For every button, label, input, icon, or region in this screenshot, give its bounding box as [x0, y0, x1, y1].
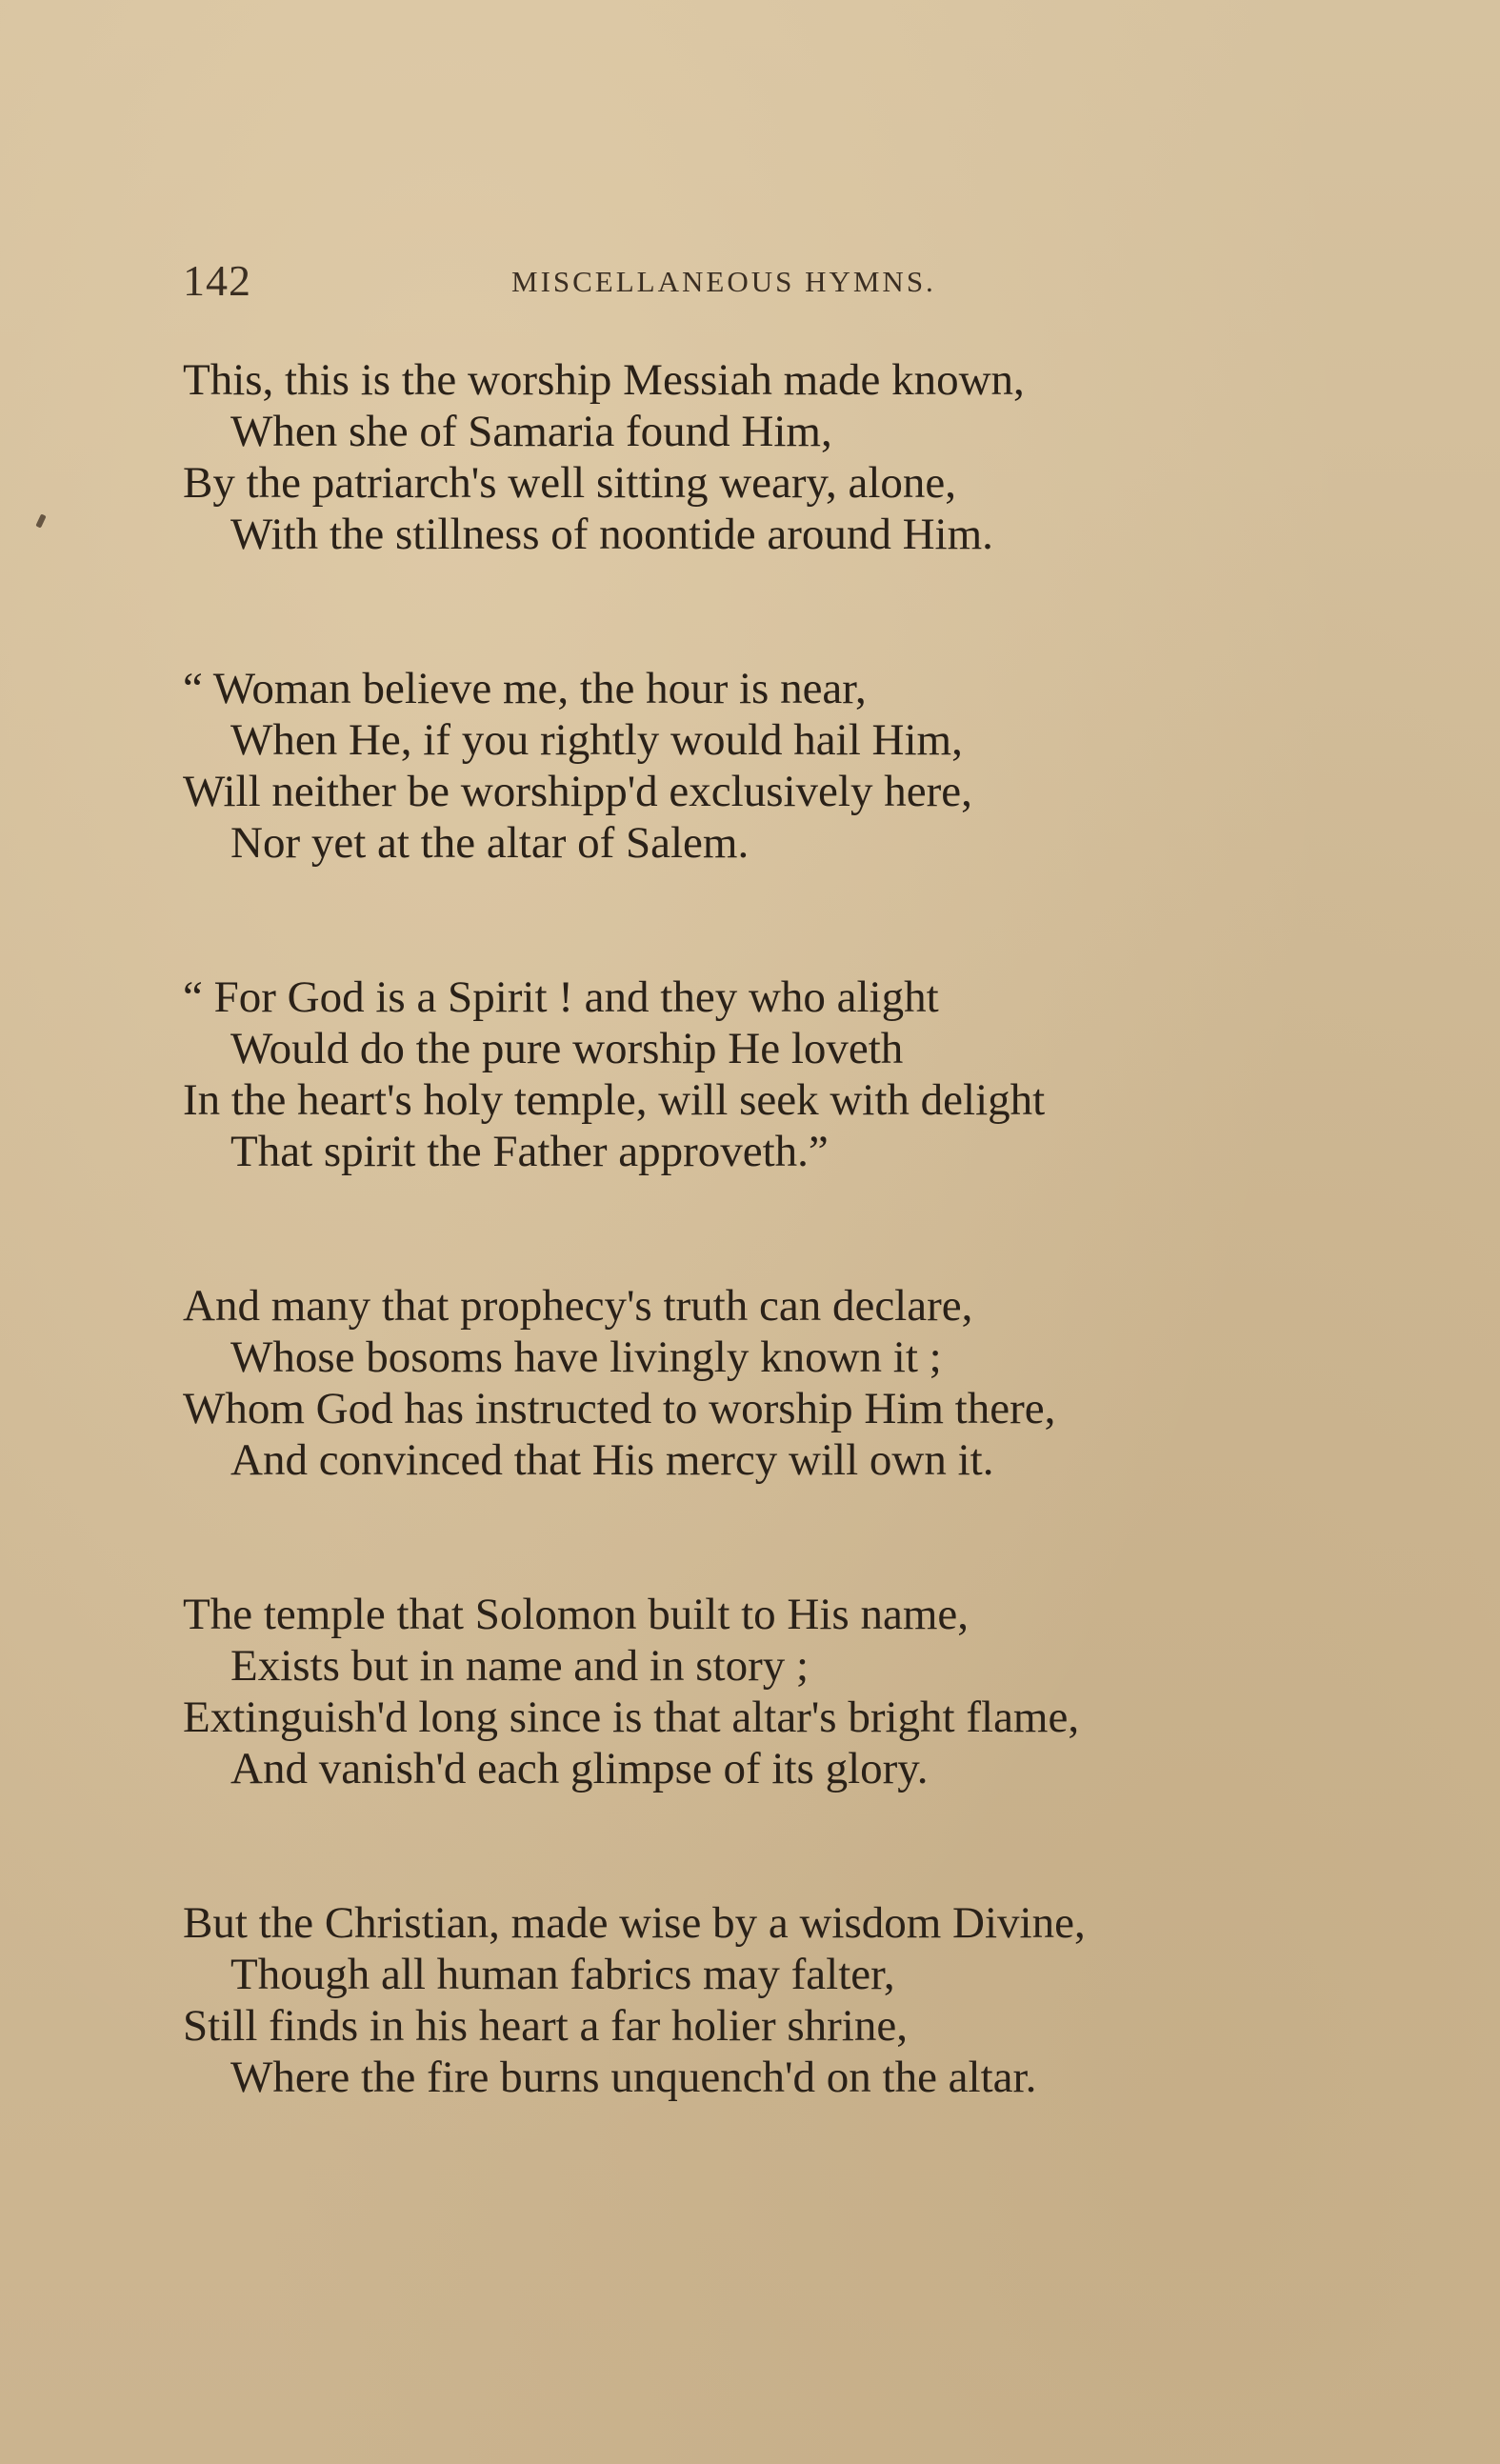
poem-line: The temple that Solomon built to His name, [183, 1590, 970, 1639]
page-number: 142 [183, 256, 251, 305]
poem-line: But the Christian, made wise by a wisdom Divine, [183, 1898, 1086, 1948]
poem-line: Extinguish'd long since is that altar's bright flame, [183, 1693, 1080, 1742]
poem-line: Whom God has instructed to worship Him there, [183, 1384, 1056, 1433]
poem-line: Whose bosoms have livingly known it ; [230, 1332, 942, 1382]
poem [183, 354, 1373, 2206]
poem-line: Where the fire burns unquench'd on the altar. [230, 2053, 1037, 2102]
page-header [183, 255, 1135, 312]
poem-line: Will neither be worshipp'd exclusively here, [183, 767, 972, 816]
poem-line: In the heart's holy temple, will seek with delight [183, 1075, 1046, 1125]
stanza-2 [183, 663, 1373, 869]
poem-line: By the patriarch's well sitting weary, alone, [183, 458, 957, 508]
poem-line: Though all human fabrics may falter, [230, 1950, 895, 1999]
poem-line: And many that prophecy's truth can declare, [183, 1281, 973, 1331]
stanza-6 [183, 1897, 1373, 2103]
running-head: MISCELLANEOUS HYMNS. [511, 265, 936, 298]
poem-line: Would do the pure worship He loveth [230, 1024, 904, 1073]
poem-line: “ Woman believe me, the hour is near, [183, 664, 867, 713]
stanza-3 [183, 972, 1373, 1177]
poem-line: This, this is the worship Messiah made known, [183, 355, 1025, 405]
poem-line: Exists but in name and in story ; [230, 1641, 810, 1691]
stanza-1 [183, 354, 1373, 560]
stanza-4 [183, 1280, 1373, 1486]
ink-speck [35, 513, 46, 528]
poem-line: And vanish'd each glimpse of its glory. [230, 1744, 929, 1793]
poem-line: When He, if you rightly would hail Him, [230, 715, 963, 765]
poem-line: And convinced that His mercy will own it. [230, 1435, 994, 1485]
stanza-5 [183, 1589, 1373, 1794]
poem-line: “ For God is a Spirit ! and they who alight [183, 972, 939, 1022]
poem-line: Still finds in his heart a far holier shrine, [183, 2001, 908, 2051]
poem-line: With the stillness of noontide around Him. [230, 510, 993, 559]
poem-line: When she of Samaria found Him, [230, 407, 832, 456]
poem-line: That spirit the Father approveth.” [230, 1127, 829, 1176]
poem-line: Nor yet at the altar of Salem. [230, 818, 750, 868]
